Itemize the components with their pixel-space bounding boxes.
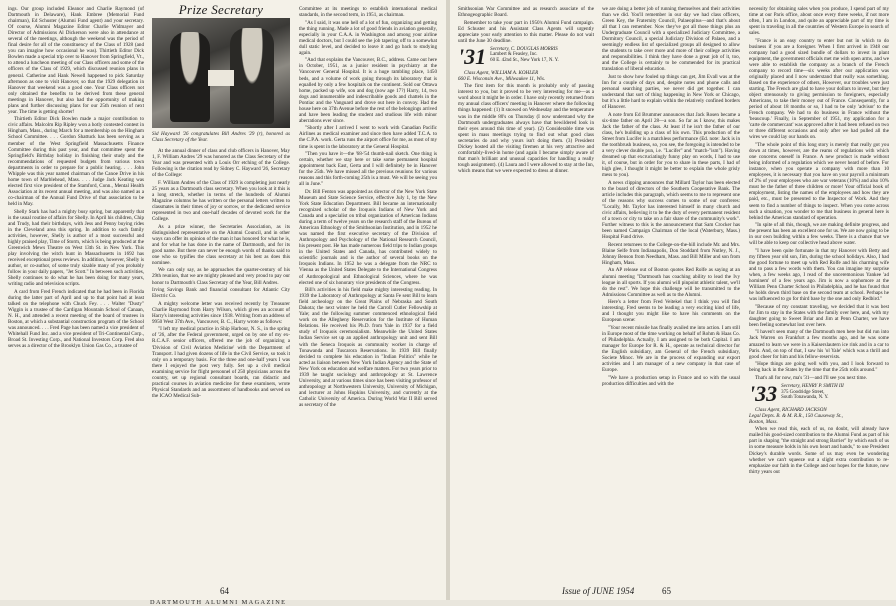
page-number: 65 [662, 586, 671, 596]
secretary-line: Lambert & Feasley, Inc. [490, 52, 538, 58]
citation-paragraph: As a prize winner, the Secretaries Association, as its distinguished representative on the Alumni Council, and in other ways can offer its opinion of the man it has honored for what he is, and for what he has done in the name of Dartmouth, and for its good name. But there can never be enough words of thanks said to one who so typifies the class secretary at his best as does this nominee. [152, 223, 290, 266]
section-title: Prize Secretary [178, 2, 264, 17]
right-column-2 [602, 6, 740, 578]
class-secretary-block [781, 384, 844, 401]
paragraph: A mighty welcome letter was received recently by Treasurer Charlie Raymond from Harry Wilson, which gives an account of Harry's interesting activities since 1938. Writing from an address of 9950 West 37th Ave., Vancouver, B. C., Harry wrote as follows: [152, 300, 290, 325]
paragraph: "Then you have it—the '68-'54 thumb-nail sketch. One thing is certain, whether we stay here or take some permanent hospital appointment back East, Gerta and I will definitely be in Hanover for the 25th. We have missed all the previous reunions for various reasons and this forth-coming 25th is a must. We will be seeing you all in June." [299, 151, 437, 188]
paragraph: Thirtieth Editor Dick Bowlen made a major contribution to civic affairs. Malcolm Rip Ripley won a hotly contested contest in Hingham, Mass., during March for a membership on the Hingham School Committee. . . . Gordon Shattuck has been serving as a member of the West Springfield Massachusetts Finance Committee during this past year, and that committee spent the Springfield's Birthday holiday in finishing their study and the recommendations of requested budgets from various town departments in order to prepare for a public hearing. . . . John Whipple was this year named chairman of the Canoe Drive in his home town of Marblehead, Mass. . . . Judge Jack Keating was elected first vice president of the Stamford, Conn., Mental Health Association at its recent annual meeting, and was also named as a co-chairman of the Annual Fund Drive of that association to be held in May. [8, 116, 144, 207]
class-header-33 [749, 380, 889, 406]
class-agent-line [749, 407, 889, 425]
citation-paragraph: We can only say, as he approaches the quarter-century of his 29th reunion, that we are mighty pleased and very proud to pay our honor to Dartmouth's Class Secretary of the Year, Bill Andres. [152, 267, 290, 286]
paragraph: "As I said, it was one hell of a lot of fun, organizing and getting the thing running. Made a lot of good friends in aviation generally, especially in your C.A.A. in Washington and among your airline medical doctors, but I could see the job tapering off to a somewhat dull static level, and decided to leave it and go back to studying again. [299, 19, 437, 56]
letter-paragraph: "Hope things are going well with you, and I look forward to being back in the States by the time that the 25th rolls around." [749, 361, 889, 374]
paragraph: The first item for this month is probably only of passing interest to you, but it proved to be very interesting for me—as a word about it might be in order. I have only recently returned from my annual class officers' meeting in Hanover where the following things happened: (1) It snowed on Wednesday and the temperature was in the middle 80's on Thursday (I now understand why the Dartmouth undergraduates always have that bewildered look in their eyes around this time of year). (2) Considerable time was spent in mass meetings trying to find out what good class secretaries do and why yours isn't doing them. (3) President Dickey hosted all the visiting firemen at his very attractive and comfortably-lived-in home (and again I became simply aware of that man's brilliant and unusual capacities for handling a really tough assignment). (4) Laura and I were allowed to stay at the Inn, which means that we were expected to dress at dinner. [458, 83, 594, 174]
right-column-3 [749, 6, 889, 578]
paragraph: Remember to take your part in 1950's Alumni Fund campaign. Ed Schuster and his Assistant Class Agents will urgently appreciate your early attention to this matter. Please do not wait until the June 30 deadline. [458, 19, 594, 44]
agent-name: RICHARD JACKSON [781, 406, 827, 413]
paragraph: Dr. Bill Fenton was appointed as director of the New York State Museum and State Science Service, effective July 1, by the New York State Education Department. Bill became an internationally recognized scholar of the Iroquois Indians of New York and Canada and a specialist on tribal organization of American Indians during a term of twelve years on the research staff of the Bureau of American Ethnology of the Smithsonian Institution, and in 1952 he was named the first executive secretary of the Division of Anthropology and Psychology of the National Research Council, his present post. He has made numerous field trips to Indian groups in the United States and Canada, has contributed widely to scientific journals and is the author of several books on the Iroquois Indians. In 1952 he was a delegate from the NRC to Vienna as the United States Delegate to the International Congress of Anthropological and Ethnological Sciences, where he was elected one of six honorary vice presidents of the Congress. [299, 188, 437, 286]
paragraph: Smithsonian War Committee and as research associate of the Ethnogeographic Board. [458, 6, 594, 19]
page-number: 64 [220, 586, 229, 596]
paragraph: A card from Fred French indicated that he had been in Florida during the latter part of April and up to that point had at least talked on the telephone with Chuck Fey. . . . Walter "Dusty" Wiggin is a trustee of the Cardigan Mountain School of Canaan, N. H., and attended a recent meeting of the board of trustees in Boston, at which a substantial construction program of the School was announced. . . . Fred Page has been named a vice president of Whitehall Fund Inc. and a vice president of Tri-Continental Corp., Broad St. Investing Corp., and National Investors Corp. Fred also serves as a director of the Brooklyn Union Gas Co., a trustee of [8, 288, 144, 350]
class-year: '33 [749, 380, 778, 406]
class-header-31 [458, 43, 594, 69]
paragraph: An AP release out of Boston quotes Red Rolfe as saying at an alumni meeting "Dartmouth has coaching ability to lead the Ivy league in all sports. If you alumni will pinpoint athletic talent, we'll do the rest". We hope this challenge will be transmitted to the Admissions Committee as well as to the Alumni. [602, 267, 740, 298]
paragraph: At the annual dinner of class and club officers in Hanover, May 1, F. William Andres '29 was honored as the Class Secretary of the Year and was presented with a Louis Orr etching of the College. Following is the citation read by Sidney C. Hayward '26, Secretary of the College: [152, 148, 290, 179]
secretary-line: Secretary, C. DOUGLAS MORRIS [490, 46, 558, 52]
secretary-line: South Tonawanda, N. Y. [781, 395, 829, 401]
secretary-line: 375 Goodridge Street, [781, 389, 825, 395]
right-column-1 [458, 6, 594, 578]
letter-paragraph: "Because of my constant traveling, we decided that it was best for Jim to stay in the States with the family over here, and, with my daughter going to Sweet Briar and Jim at Penn Charter, we have been feeling somewhat lost over here. [749, 303, 889, 328]
magazine-name: DARTMOUTH ALUMNI MAGAZINE [150, 599, 287, 606]
letter-paragraph: "France is an easy country to enter but not in which to do business if you are a foreigner. When I first arrived in 1948 our company had a good sized bundle of dollars to invest in plant equipment, the government officials met me with open arms, and we were able to establish the company as a branch of the French company to record time—six weeks after our application was originally placed and I now understand that really was something. Based on the experience of others, However, our troubles were just starting. The French are glad to have your dollars to invest, but they object strenuously to giving permission to foreigners, especially Americans, to take their money out of France. Consequently, for a period of about 18 months or so, I had to be only 'advisor' to the French company. We had to do business in France without the 'beaucoup.' Finally, in September of 1951, my application for a 'carte de commercant' was approved after it had been refused on two or three different occasions and only after we had pulled all the wires we could lay our hands on. [749, 37, 889, 141]
agent-label: Class Agent, [464, 69, 490, 76]
photo-award-presentation [152, 18, 290, 128]
agent-address: Legal Depts. B. & M. R.R., 150 Causeway St., [749, 412, 843, 419]
paragraph: Committee at its meetings to establish international medical standards, in the second term, in 1951, as chairman. [299, 6, 437, 19]
letter-paragraph: That's all for now, ma's '31—and I'll see you next time. [755, 374, 867, 381]
paragraph: A note from Ed Brummer announces that Jack Rosen became a six-time father on April 28—a son. So far as I know, this makes Jack the father of the class. At least if he isn't the father of our class, he's building up a class of his own. This production of the Street from Lucifer is a matchless performance (Ed. note: Jack is in the toothbrush business, so, you see, the foregoing is intended to be a very clever double pun, i.e. "Lucifer" and "match-"ism"). Having dreamed up that excruciatingly funny play on words, I had to use it, of course, but in order for you to share in these parts, I had of high glee, I thought it might be better to explain the whole grisly mess to you). [602, 111, 740, 179]
secretary-line: Secretary, HENRY P. SMITH III [781, 383, 844, 389]
paragraph: Just to show how fouled up things can get, Jim Evall was at the Inn for a couple of days and, despite notes and phone calls and personal searching parties, we never did get together. I can understand that sort of thing happening in New York or Chicago, but it's a little hard to explain within the relatively confined borders of Hanover. [602, 74, 740, 111]
left-column-2 [152, 2, 290, 578]
paragraph: "Shortly after I arrived I went to work with Canadian Pacific Airlines as medical examiner and since then have added T.C.A. to the C.P.A. work. Gerta runs the airport office for me, as most of my time is spent in the laboratory at the General Hospital. [299, 125, 437, 150]
class-year: '31 [458, 43, 487, 69]
letter-paragraph: necessity for obtaining sales when you produce, I spend part of my time at our Paris office, about once every three weeks, if not more often, I am in London, and quite an appreciable part of my time is spent in traveling in all the countries of Western Europe in search of sales. [749, 6, 889, 37]
letter-paragraph: "The whole point of this long story is merely that really got you down at times, however, are the reams of regulations with which one concerns oneself in France. A new product is made without being informed of a regulation which we never heard of before. For instance, when you operate a company with more than 10 employees, it is necessary that you have on your payroll a minimum of 2% of your employees who are war veterans (10%) and also 10% must be the father of three children or more! Your official book of employment, listing the names of the employees and how they are paid, etc., must be presented to the Inspector of Work. And they seem to find a number of things to inspect. When you come across such a situation, you wonder to me that business in general here is behind the American standard of operation. [749, 142, 889, 221]
class-secretary-block [490, 47, 559, 64]
paragraph: Recent returnees to the College-on-the-hill include Mr. and Mrs. Blaine Selfe from Indianapolis, Don Stoddard from Nutley, N. J., Johnny Benson from Needham, Mass. and Bill Miller and son from Hingham, Mass. [602, 241, 740, 266]
left-column-1 [8, 6, 144, 578]
paragraph: When we read this, each of us, no doubt, will already have mailed his good-sized contribution to the Alumni Fund as part of his part in shaping "the straight and strong Barrier" by which each of us in some measure holds in his own heart and hands," to use President Dickey's durable words. Some of us may even be wondering whether we can't squeeze out a slight extra contribution to re-emphasize our faith in the College and our hopes for the future, now thirty years out [749, 426, 889, 475]
paragraph: Here's a letter from Fred Veitekel that I think you will find interesting. Fred seems to be leading a very exciting kind of life, and I thought you might like to have his comments on the European scene: [602, 299, 740, 324]
secretary-line: 60 E. 42nd St., New York 17, N. Y. [490, 58, 559, 64]
left-page [0, 0, 446, 606]
photo-certificate [208, 70, 234, 86]
agent-label: Class Agent, [755, 406, 781, 413]
paragraph: Irving Savings Bank and financial consultant for Atlantic City Electric Co. [152, 287, 290, 300]
class-agent-line [458, 70, 594, 82]
agent-name: WILLIAM A. KOHLER [490, 69, 539, 76]
letter-paragraph: "I have been quite fortunate in that my Hanover with Betty and my fifteen year old son, Jim, during the school holidays. Also, I had the good fortune to meet up with Red Rolfe and his charming wife and to pass a few words with them. You can imagine my surprise when, a few weeks ago, I read of the unceremonious Yankee 'ad hominem' of a few years ago. Jim is now a sophomore at the William Penn Charter School in Philadelphia, and he has found that he holds down third base on the second team at school. Perhaps he was influenced to go for third base by the one and only Redbird." [749, 247, 889, 303]
issue-date: Issue of JUNE 1954 [562, 586, 635, 596]
paragraph: A news clipping announces that Millard Taylor has been elected to the board of directors of the Southern Cooperative Bank. The article includes this paragraph, which seems to me to represent one of the reasons why success comes to some of our confreres: "Locally, Mr. Taylor has interested himself in many church and civic affairs, believing it to be the duty of every permanent resident of a town or city to take on a fair share of the community's work". Further witness to this is the announcement that Sam Crocker has been named Campaign Chairman of the local (Waterbury, Mass.) Hospital Fund drive. [602, 179, 740, 241]
agent-address: Boston, Mass. [749, 418, 778, 425]
citation-paragraph: F. William Andres of the Class of 1929 is completing just nearly 25 years as a Dartmouth class secretary. When you look at it this is a long stretch, whether in terms of the hundreds of Alumni Magazine columns he has written or the personal letters written to classmates in their times of joy or sorrow, or the dedicated service represented in two and one-half decades of devoted work for the College. [152, 179, 290, 223]
paragraph: Shelly Stark has had a mighty busy spring, but apparently that is the usual routine of affairs for Shelly. In April his children, Chip and Trudy, had their birthdays, with Jess and Penny buying rides in the Cleveland area this spring. In addition to such family activities, however, Shelly is author of a most successful and highly praised play, Time of Storm, which is being produced at the Greenwich Mews Theatre on West 13th St. in New York. This play involving the witch hunt in Massachusetts in 1692 has received exceptional press reviews. In addition, however, Shelly is author, or co-author, of some truly sizable many of you probably follow in your daily papers, "Jet Scott." In between such activities, Shelly continues to do what he has been doing for many years, writing radio and television scripts. [8, 208, 144, 288]
letter-paragraph: "I haven't seen many of the Dartmouth men here but did run into Jack Warren on Frankfurt a few months ago, and he was some amazed to learn we were in a Kaiserslautern ice rink and in a car to Paris. And, on top of that, I saw his 'ol Yale' which was a thrill and good cheer for him and his fellow-reservists. [749, 329, 889, 360]
letter-paragraph: "I left my medical practice in Ship Harbour, N. S., in the spring of '26, after the Federal government, urged on by one of my ex-R.C.A.F. senior officers, offered me the job of organizing a 'Division of Civil Aviation Medicine' with the Department of Transport. I had given dozens of life in the Civil Service, so took it only on a temporary basis. For the three and one-half years I was there I enjoyed the post very fully. Set up a civil medical examining service for flight personnel of 250 physicians across the country, set up regional consultant boards, ran didactic and practical courses in aviation medicine for these examiners, wrote Physical Standards and an assortment of handbooks and served on the ICAO Medical Sub- [152, 326, 290, 399]
paragraph: "And that explains the Vancouver, B.C., address. Came out here in October, 1951, as a junior resident in psychiatry at the Vancouver General Hospital. It is a huge rambling place, 1450 beds, and a volume of work going through its laboratory that is equalled by only a few hospitals on the continent. Sold our Ottawa home, packed up wife, son and dog (now age 17?) Harry, 14, two dogs and innumerable and indescribable goods and chattels in the Pontiac and the Vanguard and drove out here in convoy. Had the house here on 37th Avenue before the rest of the belongings arrived and have been leading the student and studious life with minor aberrations ever since. [299, 57, 437, 124]
agent-address: 660 E. Wisconsin Ave., Milwaukee 11, Wis. [458, 75, 546, 82]
paragraph: we are doing a better job of running themselves and their activities than we did. You'll remember in our day we had class officers, Green Key, the Fraternity Council, Palaeopitus—and that's about all that I can remember. Now they've got all those things plus an Undergraduate Council with a specialized Judiciary Committee, a Dormitory Council, a special Judiciary Division of Palaeo, and a seemingly endless list of specialized groups all designed to allow the students to take over more and more of their college activities and responsibilities. I think they have done a great job of it, too, and the College is certainly to be commended for its practical translation of liberal education. [602, 6, 740, 73]
photo-figure-right [230, 28, 274, 124]
right-page [450, 0, 896, 600]
paragraph: Bill's activities in his field make mighty interesting reading. In 1939 the Laboratory of Anthropology at Santa Fe sent Bill to learn field archeology on the Great Plains of Nebraska and South Dakota; the next winter he held the Carroll Cutler Fellowship at Yale; and the following summer commenced ethnological field work on the Allegheny Reservation for the Institute of Human Relations. He received his Ph.D. from Yale in 1937 for a field study of Iroquois ceremonialism. Meanwhile the United States Indian Service set up an applied anthropology unit and sent Bill with the Seneca Iroquois as community worker in charge of Tonawanda and Tuscarora Reservations. In 1939 Bill finally decided to complete his education in "Indian Politics" while he acted as liaison between New York Indian Agency and the State of New York on education and welfare matters. For two years prior to 1939 he taught sociology and anthropology at St. Lawrence University, and at various times since has been visiting professor of anthropology at Northwestern University, University of Michigan, and lecturer at Johns Hopkins University, and currently at the Catholic University of America. During World War II Bill served as secretary of the [299, 287, 437, 408]
letter-paragraph: "Your recent missile has finally availed me into action. I am still in Europe most of the time working on behalf of Rohm & Haas Co. of Philadelphia. Actually, I am assigned to be both Capital. I am manager for Europe for R. & H., operate as technical director for the English subsidiary, am General of the French subsidiary, Societe Minoc. We are in the process of expanding our export activities and I am manager of a new company in that case of Europe. [602, 324, 740, 374]
letter-paragraph: "In spite of all this, though, we are making definite progress, and the present has been an excellent one for us. We are now going to be in our own building within a few weeks. There is a chance that we will be able to keep our collective head above water. [749, 222, 889, 247]
letter-paragraph: "We have a production setup in France and so with the usual production difficulties and with the [602, 374, 740, 387]
photo-caption: Sid Hayward '26 congratulates Bill Andres '29 (r), honored as Class Secretary of the Year. [152, 131, 290, 144]
left-column-3 [299, 6, 437, 578]
photo-figure-left [170, 32, 210, 122]
paragraph: ings. Our group included Eleanor and Charlie Raymond (of Dartmouth in Delaware), Hank Embree (Memorial Fund chairman), Ed Schuster (Alumni Fund agent) and your secretary. Of course, Alumni Magazine Editor Charlie Widmayer and Director of Admissions Al Dickerson were also in attendance at several of the meetings, although the weekend was the period of final desire for all of the constituency of the Class of 1928 (and you can imagine how occasional he was). Thirtieth Editor Dick Bowlen made a special trip over to Hanover from Springfield, Vt., to attend a luncheon meeting of our Class officers and some of the officers of the Class of 1929, which discussed reunion plans in general. Catherine and Hank Newell happened to pick Saturday afternoon as one to visit Hanover, so that the 1929 delegation in Hanover that weekend was a good one. Your Class officers not only obtained the benefits to be derived from these general meetings in Hanover, but also had the opportunity of making plans and further discussing plans for our 25th reunion of next year. The time is getting shorter! [8, 6, 144, 115]
